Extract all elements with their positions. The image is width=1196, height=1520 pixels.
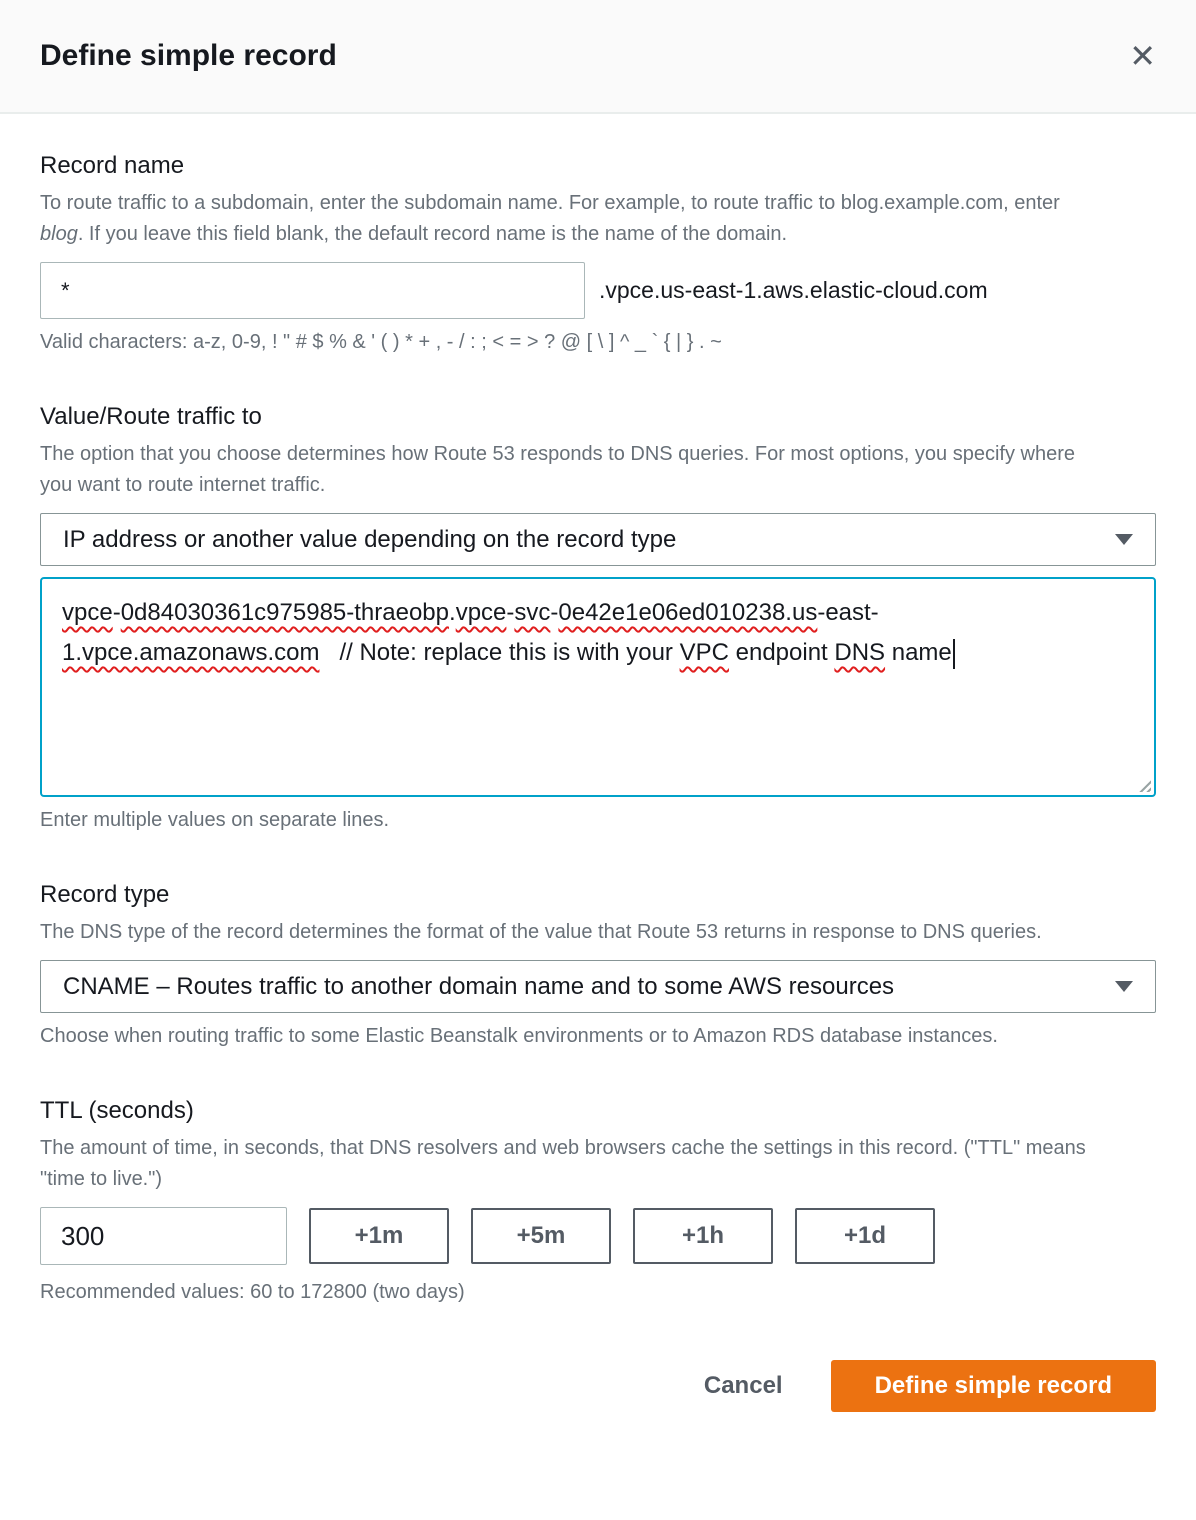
description-italic-text: blog <box>40 223 78 245</box>
record-type-section <box>40 881 1156 1049</box>
record-name-label: Record name <box>40 152 185 179</box>
chevron-down-icon <box>1115 534 1133 545</box>
record-type-description: The DNS type of the record determines the format of the value that Route 53 returns in response to DNS queries. <box>40 921 1042 943</box>
ttl-label: TTL (seconds) <box>40 1097 194 1124</box>
ttl-plus-5m-button[interactable]: +5m <box>471 1208 611 1264</box>
value-text-line: vpce-0d84030361c975985-thraeobp.vpce-svc-0e42e1e06ed010238.us-east- <box>62 599 879 626</box>
ttl-section <box>40 1097 1156 1305</box>
define-simple-record-button[interactable]: Define simple record <box>831 1360 1156 1412</box>
record-name-description <box>40 188 1090 250</box>
record-type-selected-option: CNAME – Routes traffic to another domain name and to some AWS resources <box>63 972 895 1000</box>
cancel-button[interactable]: Cancel <box>690 1362 797 1410</box>
text-cursor <box>953 639 955 669</box>
ttl-input[interactable] <box>40 1207 287 1265</box>
ttl-recommended-hint: Recommended values: 60 to 172800 (two days) <box>40 1281 465 1303</box>
close-button[interactable] <box>1129 40 1156 72</box>
description-text: . If you leave this field blank, the default record name is the name of the domain. <box>77 223 788 245</box>
value-route-description: The option that you choose determines how Route 53 responds to DNS queries. For most options, you specify where you want to route internet traffic. <box>40 443 1075 496</box>
valid-characters-hint: Valid characters: a-z, 0-9, ! " # $ % & ' ( ) * + , - / : ; < = > ? @ [ \ ] ^ _ ` { | } . ~ <box>40 331 722 353</box>
dialog-header <box>0 0 1196 114</box>
record-type-select[interactable] <box>40 960 1156 1013</box>
resize-handle-icon[interactable] <box>1136 777 1151 792</box>
description-text: To route traffic to a subdomain, enter the subdomain name. For example, to route traffic to blog.example.com, enter <box>40 192 1060 214</box>
ttl-plus-1m-button[interactable]: +1m <box>309 1208 449 1264</box>
value-route-section <box>40 403 1156 833</box>
dialog-footer <box>0 1360 1196 1430</box>
dialog-title: Define simple record <box>40 39 337 72</box>
dialog-body <box>0 114 1196 1305</box>
value-route-label: Value/Route traffic to <box>40 403 262 430</box>
ttl-plus-1h-button[interactable]: +1h <box>633 1208 773 1264</box>
record-name-section <box>40 152 1156 355</box>
value-route-select[interactable] <box>40 513 1156 566</box>
domain-suffix: .vpce.us-east-1.aws.elastic-cloud.com <box>599 277 988 303</box>
multiple-values-hint: Enter multiple values on separate lines. <box>40 809 390 831</box>
ttl-description: The amount of time, in seconds, that DNS resolvers and web browsers cache the settings in this record. ("TTL" means "time to live.") <box>40 1137 1086 1190</box>
record-name-input[interactable] <box>40 262 585 319</box>
value-textarea[interactable] <box>40 577 1156 797</box>
chevron-down-icon <box>1115 981 1133 992</box>
value-text-line: 1.vpce.amazonaws.com // Note: replace this is with your VPC endpoint DNS name <box>62 633 1134 673</box>
close-icon: ✕ <box>1129 38 1156 74</box>
record-type-label: Record type <box>40 881 170 908</box>
ttl-row <box>40 1207 1156 1265</box>
ttl-plus-1d-button[interactable]: +1d <box>795 1208 935 1264</box>
value-route-selected-option: IP address or another value depending on the record type <box>63 525 677 553</box>
record-name-row <box>40 262 1156 319</box>
record-type-hint: Choose when routing traffic to some Elastic Beanstalk environments or to Amazon RDS database instances. <box>40 1025 998 1047</box>
